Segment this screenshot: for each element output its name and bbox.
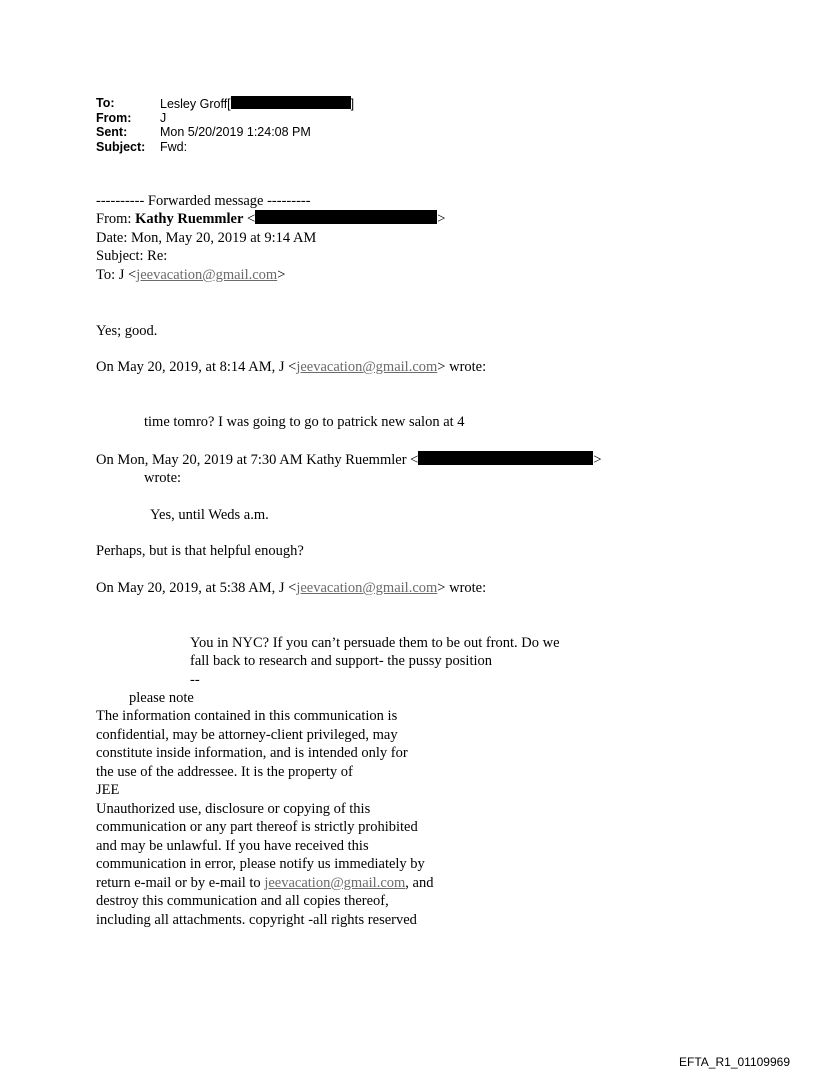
forward-subject: Subject: Re: [96, 248, 168, 264]
disclaimer-line: destroy this communication and all copies thereof, [96, 893, 389, 909]
header-from-row [96, 111, 354, 126]
disclaimer-line: The information contained in this communication is [96, 708, 398, 724]
quoted-text: Yes, until Weds a.m. [150, 507, 269, 523]
signature-dashes: -- [190, 672, 200, 688]
header-to-row [96, 96, 354, 111]
disclaimer-line: JEE [96, 782, 120, 798]
disclaimer-line: return e-mail or by e-mail to jeevacation@gmail.com, and [96, 874, 434, 891]
document-id: EFTA_R1_01109969 [679, 1055, 790, 1069]
email-link[interactable]: jeevacation@gmail.com [296, 359, 438, 375]
redaction-bar [255, 210, 437, 224]
sent-value: Mon 5/20/2019 1:24:08 PM [160, 125, 311, 139]
sender-name: Kathy Ruemmler [135, 211, 244, 227]
subject-value: Fwd: [160, 139, 188, 154]
please-note: please note [129, 690, 194, 706]
forward-date: Date: Mon, May 20, 2019 at 9:14 AM [96, 230, 317, 246]
from-value: J [160, 110, 167, 125]
quote-attribution: On Mon, May 20, 2019 at 7:30 AM Kathy Ruemmler < > [96, 452, 602, 468]
disclaimer-line: and may be unlawful. If you have received this [96, 837, 369, 854]
redaction-bar [231, 96, 351, 109]
disclaimer-line: confidential, may be attorney-client privileged, may [96, 726, 398, 743]
email-header [96, 96, 354, 154]
quoted-text: time tomro? I was going to go to patrick new salon at 4 [144, 414, 465, 430]
disclaimer-line: the use of the addressee. It is the property of [96, 763, 353, 780]
header-sent-row [96, 125, 354, 140]
reply-text: Perhaps, but is that helpful enough? [96, 543, 304, 559]
disclaimer-line: communication in error, please notify us immediately by [96, 856, 425, 872]
to-label: To: [96, 96, 115, 110]
quote-attribution: On May 20, 2019, at 5:38 AM, J <jeevacation@gmail.com> wrote: [96, 580, 487, 596]
quote-attribution-wrote: wrote: [144, 470, 182, 486]
forward-divider: ---------- Forwarded message --------- [96, 193, 311, 209]
redaction-bar [418, 451, 593, 465]
disclaimer-line: communication or any part thereof is strictly prohibited [96, 819, 418, 835]
email-link[interactable]: jeevacation@gmail.com [136, 267, 278, 283]
email-link[interactable]: jeevacation@gmail.com [264, 874, 406, 891]
forward-from: From: Kathy Ruemmler < > [96, 211, 446, 227]
quoted-text: fall back to research and support- the pussy position [190, 653, 493, 669]
quote-attribution: On May 20, 2019, at 8:14 AM, J <jeevacation@gmail.com> wrote: [96, 359, 487, 375]
to-value: Lesley Groff[ ] [160, 97, 355, 111]
disclaimer-line: constitute inside information, and is intended only for [96, 745, 408, 761]
reply-text: Yes; good. [96, 323, 158, 339]
sent-label: Sent: [96, 125, 128, 139]
quoted-text: You in NYC? If you can’t persuade them to be out front. Do we [190, 635, 560, 651]
disclaimer [96, 707, 433, 929]
forward-to: To: J <jeevacation@gmail.com> [96, 267, 286, 283]
from-label: From: [96, 110, 132, 125]
email-link[interactable]: jeevacation@gmail.com [296, 580, 438, 596]
disclaimer-line: Unauthorized use, disclosure or copying of this [96, 800, 371, 817]
subject-label: Subject: [96, 139, 146, 154]
disclaimer-line: including all attachments. copyright -all rights reserved [96, 911, 417, 928]
header-subject-row [96, 140, 354, 155]
